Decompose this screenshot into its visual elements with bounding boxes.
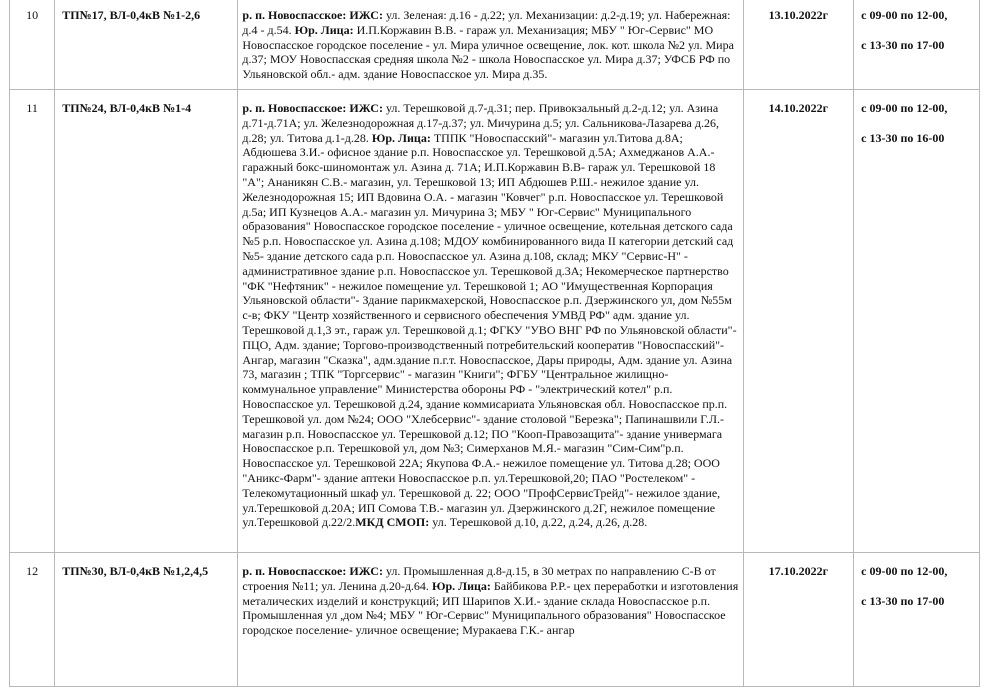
substation-line: ТП№30, ВЛ-0,4кВ №1,2,4,5 [55,553,238,687]
substation-line: ТП№17, ВЛ-0,4кВ №1-2,6 [55,0,238,90]
outage-date: 17.10.2022г [743,553,854,687]
time-slot-2: с 13-30 по 17-00 [861,37,945,52]
row-number: 11 [10,90,55,553]
affected-addresses [238,553,743,687]
time-slot-1: с 09-00 по 12-00, [861,564,948,578]
outage-time [854,553,980,687]
substation-line: ТП№24, ВЛ-0,4кВ №1-4 [55,90,238,553]
category-label: ИЖС: [349,564,383,578]
affected-addresses [238,0,743,90]
outage-date: 13.10.2022г [743,0,854,90]
address-text: ул. Терешковой д.10, д.22, д.24, д.26, д.28. [429,515,648,530]
time-slot-1: с 09-00 по 12-00, [861,101,948,115]
time-slot-1: с 09-00 по 12-00, [861,8,948,22]
category-label: МКД СМОП: [355,515,430,530]
address-text: Байбикова Р.Р.- цех переработки и изготовления металических изделий и конструкций; ИП Шарипов Х.И.- здание склада Новоспасское р.п. Промышленная ул ,дом №4; МБУ " Юг-Сервис" Муниципального образования" Новоспасское городское поселение- уличное освещение; Муракаева Г.К.- ангар [242,578,739,638]
table-row [10,90,980,553]
outage-schedule-table [9,0,980,687]
category-label: Юр. Лица: [431,578,491,593]
category-label: ИЖС: [349,101,383,115]
settlement-label: р. п. Новоспасское: [242,101,350,115]
table-row [10,553,980,687]
affected-addresses [238,90,743,553]
outage-time [854,90,980,553]
category-label: ИЖС: [349,8,383,22]
time-slot-2: с 13-30 по 17-00 [861,593,945,608]
address-text: ТППК "Новоспасский"- магазин ул.Титова д.8А; Абдюшева З.И.- офисное здание р.п. Новоспасское ул. Терешковой д.5А; Ахмеджанов А.А.- гаражный бокс-шиномонтаж ул. Азина д. 71А; И.П.Коржавин В.В- гараж ул. Терешковой 18 "А"; Ананикян С.В.- магазин, ул. Терешковой 13; ИП Абдюшев Р.Ш.- нежилое здание ул. Железнодорожная 15; ИП Вдовина О.А. - магазин "Ковчег" р.п. Новоспасское ул. Терешковой д.5а; ИП Кузнецов А.А.- магазин ул. Мичурина 3; МБУ " Юг-Сервис" Муниципального образования" Новоспасское городское поселение - уличное освещение, котельная детского сада №5 р.п. Новоспасское ул. Азина д.108; МДОУ комбинированного вида II категории детский сад №5- здание детского сада р.п. Новоспасское ул. Азина д.108, склад; МКУ "Сервис-Н" - административное здание р.п. Новоспасское ул. Терешковой д.3А; Некомерческое партнерство "ФК "Нефтяник" - нежилое помещение ул. Терешковой 1; АО "Имущественная Корпорация Ульяновской области"- Здание парикмахерской, Новоспасское р.п. Дзержинского ул, дом №55м с-в; ФКУ "Центр хозяйственного и сервисного обеспечения УМВД РФ" адм. здание ул. Терешковой д.1,3 эт., гараж ул. Терешковой д.1; ФГКУ "УВО ВНГ РФ по Ульяновской области"- ПЦО, Адм. здание; Торгово-производственный потребительский кооператив "Новоспасский"- Ангар, магазин "Сказка", адм.здание п.г.т. Новоспасское, Дары природы, Адм. здание ул. Азина 73, магазин ; ТПК "Торгсервис" - магазин "Книги"; ФГБУ "Центральное жилищно-коммунальное управление" Министерства обороны РФ - "электрический котел" р.п. Новоспасское ул. Терешковой д.24, здание коммисариата Ульяновская обл. Новоспасское пр.п. Терешковой ул. дом №24; ООО "Хлебсервис"- здание столовой "Березка"; Папинашвили Г.Л.- магазин р.п. Новоспасское ул. Терешковой д.12; ПО "Кооп-Правозащита"- здание универмага Новоспасское р.п. Терешковой ул, дом №3; Симерханов М.Я.- магазин "Сим-Сим"р.п. Новоспасское ул. Терешковой 22А; Якупова Ф.А.- нежилое помещение ул. Титова д.28; ООО "Аникс-Фарм"- здание аптеки Новоспасское р.п. ул.Терешковой,20; ПАО "Ростелеком" - Телекомутационный шкаф ул. Терешковой д. 22; ООО "ПрофСервисТрейд"- нежилое здание, ул.Терешковой д.20А; ИП Сомова Т.В.- магазин ул. Дзержинского д.2Г, нежилое помещение ул.Терешковой д.22/2. [242,130,737,530]
address-text: ул. Терешковой д.7-д.31; пер. Привокзальный д.2-д.12; ул. Азина д.71-д.71А; ул. Железнодорожная д.17-д.37; ул. Мичурина д.5; ул. Сальникова-Лазарева д.26, д.28; ул. Титова д.1-д.28. [242,101,719,145]
outage-date: 14.10.2022г [743,90,854,553]
settlement-label: р. п. Новоспасское: [242,564,350,578]
address-text: ул. Промышленная д.8-д.15, в 30 метрах по направлению С-В от строения №11; ул. Ленина д.20-д.64. [242,564,716,593]
settlement-label: р. п. Новоспасское: [242,8,350,22]
address-text: И.П.Коржавин В.В. - гараж ул. Механизация; МБУ " Юг-Сервис" МО Новоспасское городское поселение - ул. Мира уличное освещение, лок. кот. школа №2 ул. Мира д.37; МОУ Новоспасская средняя школа №2 - школа Новоспасское ул. Мира д.37; УФСБ РФ по Ульяновской обл.- адм. здание Новоспасское ул. Мира д.35. [242,22,734,82]
outage-time [854,0,980,90]
table-row [10,0,980,90]
row-number: 12 [10,553,55,687]
row-number: 10 [10,0,55,90]
category-label: Юр. Лица: [294,22,354,37]
time-slot-2: с 13-30 по 16-00 [861,130,945,145]
category-label: Юр. Лица: [371,130,431,145]
address-text: ул. Зеленая: д.16 - д.22; ул. Механизации: д.2-д.19; ул. Набережная: д.4 - д.54. [242,8,731,37]
